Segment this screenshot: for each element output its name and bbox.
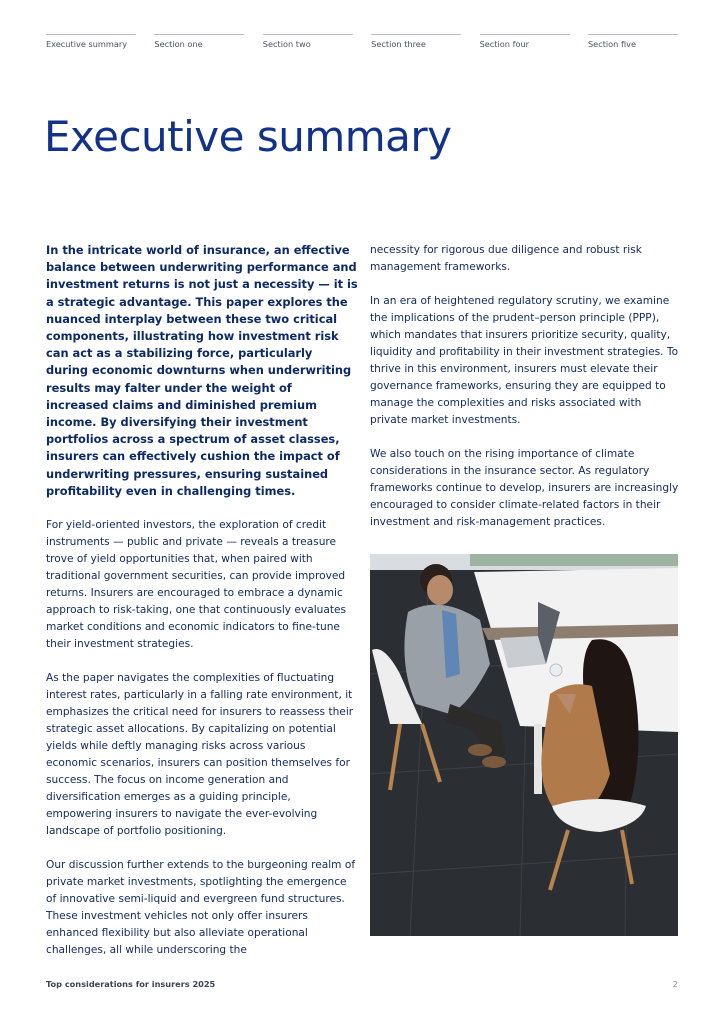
- right-column: [370, 242, 680, 548]
- body-paragraph: necessity for rigorous due diligence and robust risk management frameworks.: [370, 244, 642, 273]
- page-title: Executive summary: [44, 112, 452, 161]
- nav-item-section-one[interactable]: Section one: [154, 34, 244, 49]
- meeting-photo: [370, 554, 678, 936]
- nav-item-executive-summary[interactable]: Executive summary: [46, 34, 136, 49]
- body-paragraph: In an era of heightened regulatory scrutiny, we examine the implications of the prudent–person principle (PPP), which mandates that insurers prioritize security, quality, liquidity and profitability in their investment strategies. To thrive in this environment, insurers must elevate their governance frameworks, ensuring they are equipped to manage the complexities and risks associated with private market investments.: [370, 295, 679, 426]
- left-column: [46, 242, 358, 976]
- body-paragraph: For yield-oriented investors, the exploration of credit instruments — public and private — reveals a treasure trove of yield opportunities that, when paired with traditional government securities, can provide improved returns. Insurers are encouraged to embrace a dynamic approach to risk-taking, one that continuously evaluates market conditions and economic indicators to fine-tune their investment strategies.: [46, 519, 347, 651]
- page-number: 2: [672, 979, 678, 989]
- body-paragraph: As the paper navigates the complexities of fluctuating interest rates, particularly in a falling rate environment, it emphasizes the critical need for insurers to reassess their strategic asset allocations. By capitalizing on potential yields while deftly managing risks across various economic scenarios, insurers can position themselves for success. The focus on income generation and diversification emerges as a guiding principle, empowering insurers to navigate the ever-evolving landscape of portfolio positioning.: [46, 672, 354, 838]
- nav-item-section-four[interactable]: Section four: [480, 34, 570, 49]
- lead-paragraph: In the intricate world of insurance, an effective balance between underwriting performance and investment returns is not just a necessity — it is a strategic advantage. This paper explores the nuanced interplay between these two critical components, illustrating how investment risk can act as a stabilizing force, particularly during economic downturns when underwriting results may falter under the weight of increased claims and diminished premium income. By diversifying their investment portfolios across a spectrum of asset classes, insurers can effectively cushion the impact of underwriting pressures, ensuring sustained profitability even in challenging times.: [46, 243, 358, 498]
- footer-title: Top considerations for insurers 2025: [46, 979, 216, 989]
- body-paragraph: Our discussion further extends to the burgeoning realm of private market investments, spotlighting the emergence of innovative semi-liquid and evergreen fund structures. These investment vehicles not only offer insurers enhanced flexibility but also alleviate operational challenges, all while underscoring the: [46, 859, 356, 957]
- nav-item-section-two[interactable]: Section two: [263, 34, 353, 49]
- nav-item-section-five[interactable]: Section five: [588, 34, 678, 49]
- nav-item-section-three[interactable]: Section three: [371, 34, 461, 49]
- body-paragraph: We also touch on the rising importance of climate considerations in the insurance sector. As regulatory frameworks continue to develop, insurers are increasingly encouraged to consider climate-related factors in their investment and risk-management practices.: [370, 448, 679, 528]
- meeting-photo-illustration: [370, 554, 678, 936]
- section-navigation: [46, 34, 678, 49]
